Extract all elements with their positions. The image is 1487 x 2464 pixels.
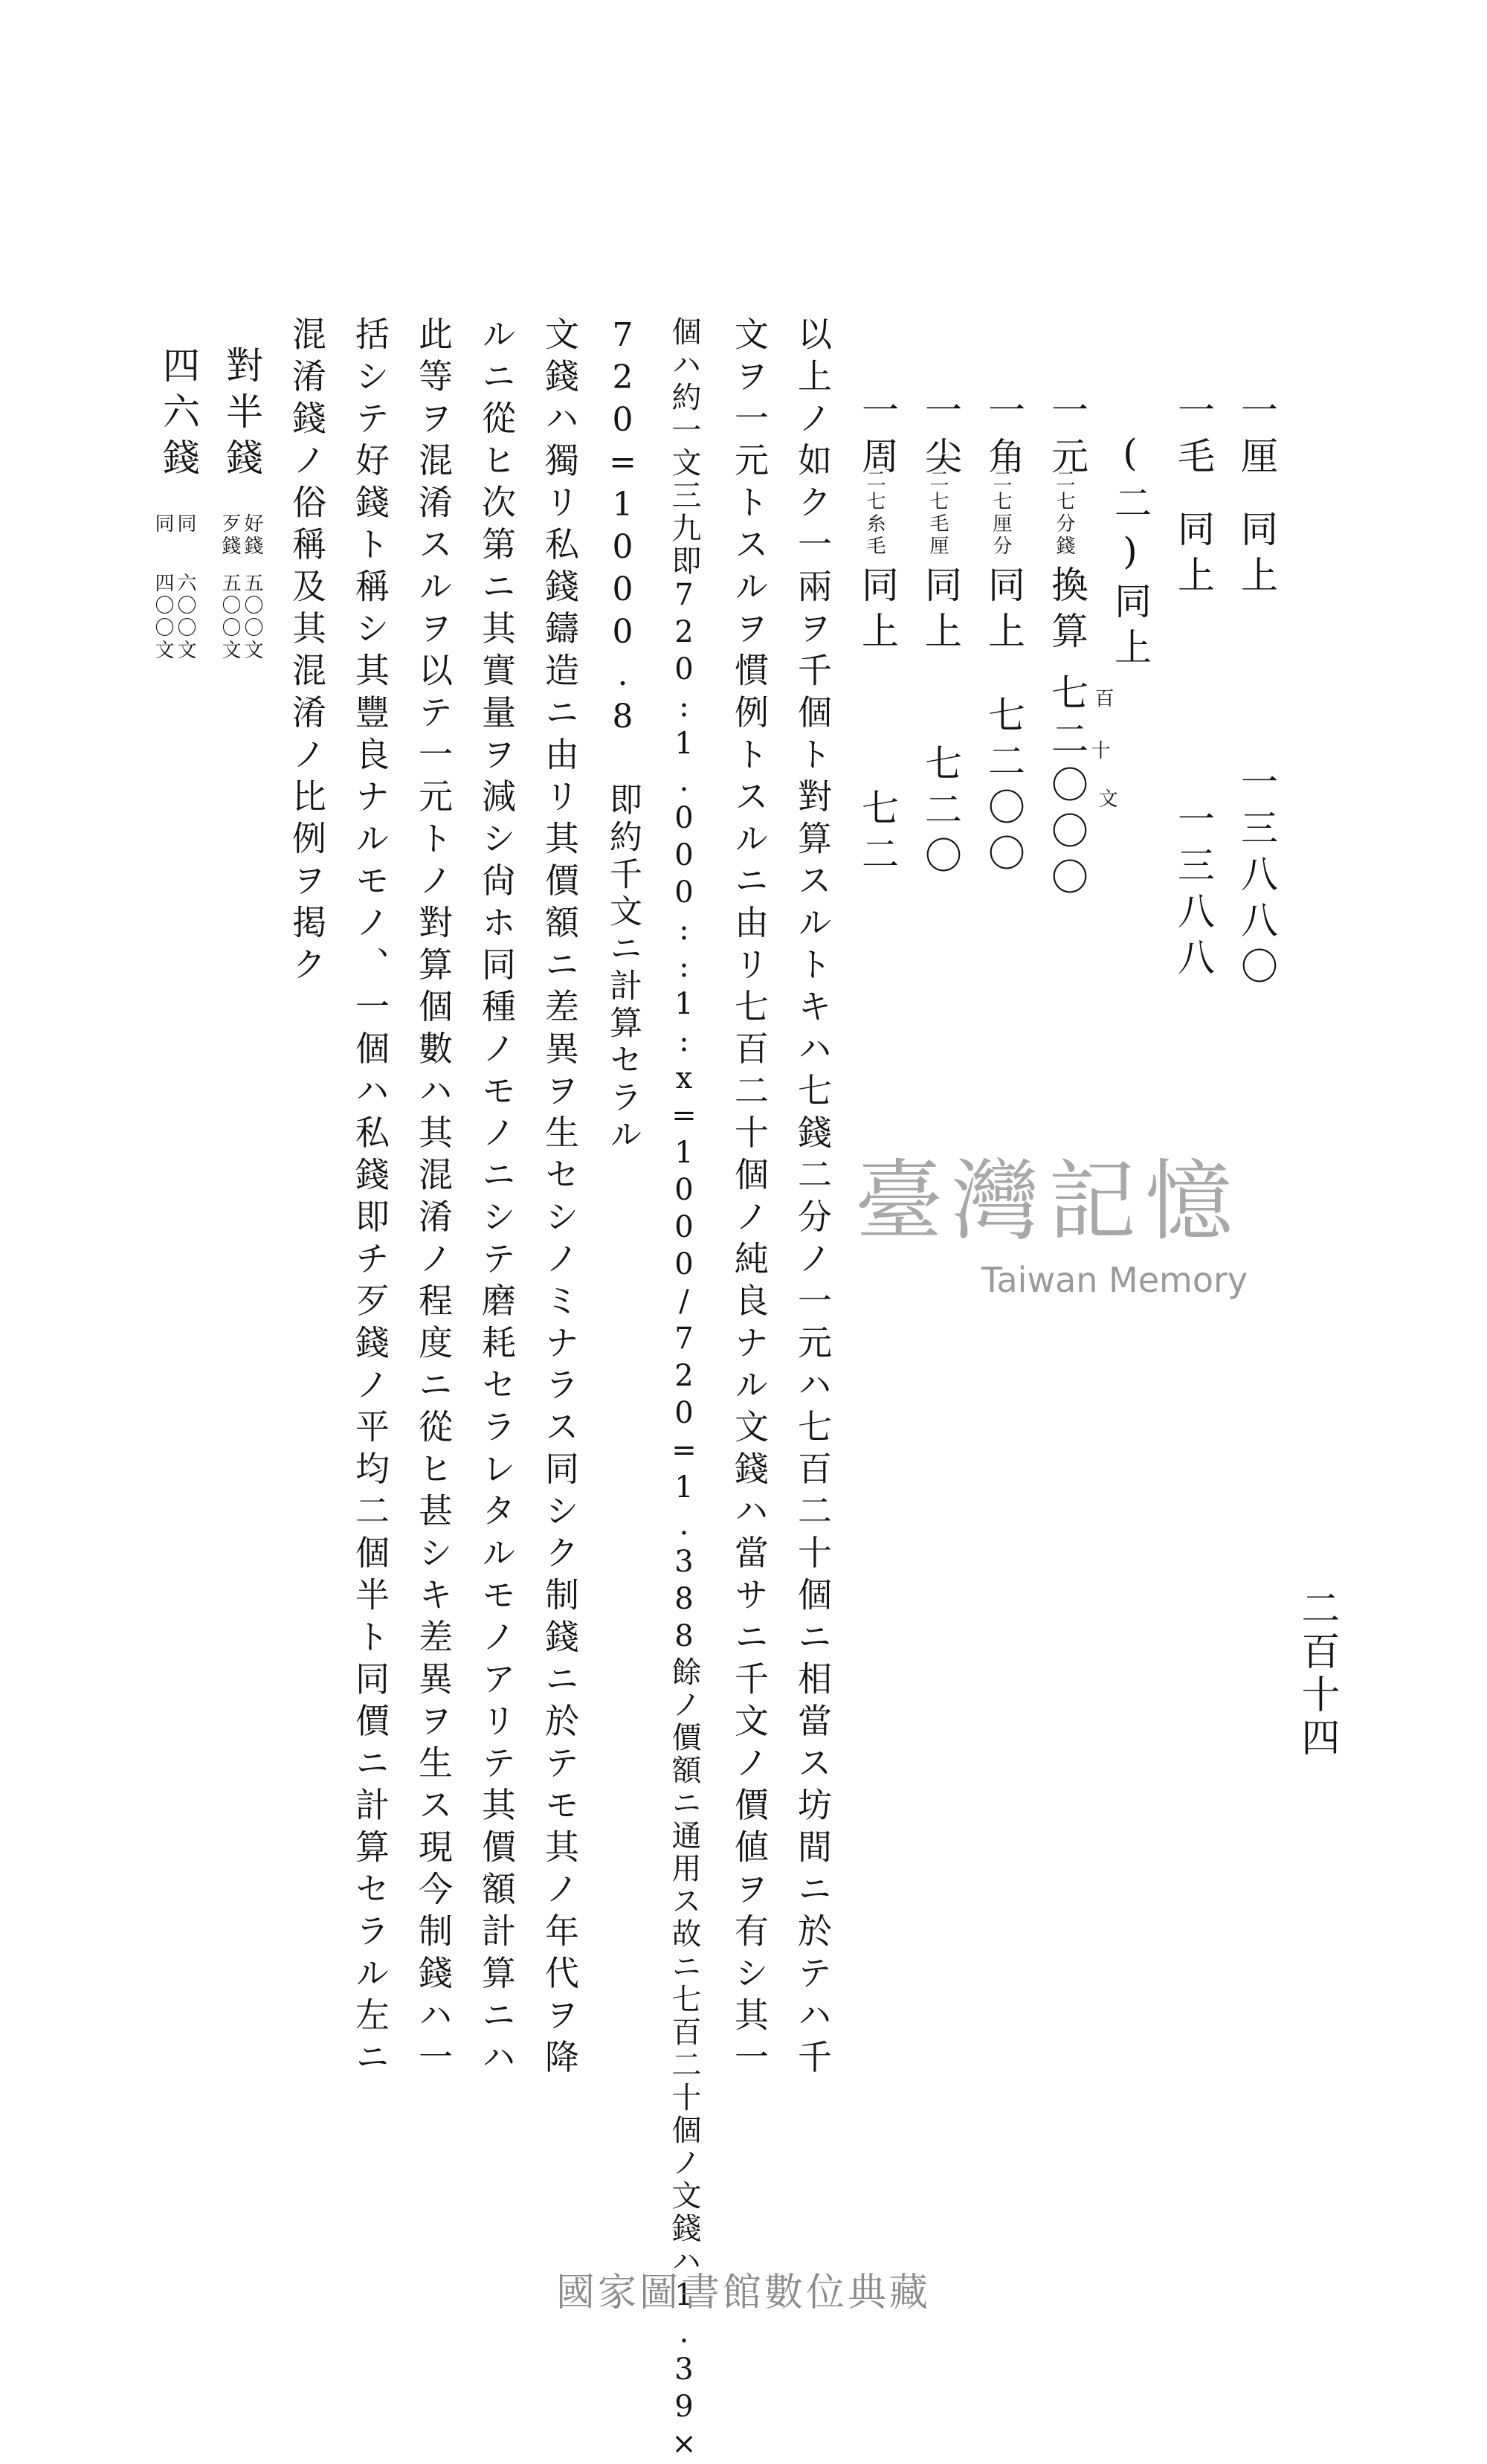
coin-name-2: 四六錢 — [157, 346, 200, 484]
coin2-ratio-top: 同 — [174, 513, 196, 535]
body-line-3: 個ハ約一文三九即720:1.000::1:x=1000/720=1.388餘ノ價額ニ通用ス故ニ七百二十個ノ文錢ハ1.39× — [667, 316, 701, 2464]
body-line-6: ルニ從ヒ次第ニ其實量ヲ減シ尙ホ同種ノモノニシテ磨耗セラレタルモノアリテ其價額計算ニハ — [477, 316, 517, 2081]
table1-row1-item: 一厘 — [1235, 390, 1278, 483]
table1-row1-note: 同上 — [1235, 509, 1278, 602]
table1-row2-note: 同上 — [1172, 509, 1215, 602]
coin1-amount-bottom: 五〇〇文 — [219, 573, 241, 662]
table2-row3-sub: 二七毛厘 — [926, 469, 949, 558]
body-line-5: 文錢ハ獨リ私錢鑄造ニ由リ其價額ニ差異ヲ生セシノミナラス同シク制錢ニ於テモ其ノ年代ヲ降 — [540, 316, 580, 2081]
coin1-ratio-bottom: 歹錢 — [219, 513, 241, 558]
table1-row2-item: 一毛 — [1172, 390, 1215, 483]
watermark-chinese: 臺灣記憶 — [855, 1150, 1242, 1252]
table2-row2-sub: 二七厘分 — [990, 469, 1012, 558]
table1-row2-value: 一三八八 — [1172, 800, 1215, 984]
table2-row1-sub: 二七分錢 — [1053, 469, 1075, 558]
table2-row1-unit-wen: 文 — [1095, 788, 1117, 811]
coin2-ratio-bottom: 同 — [152, 513, 174, 535]
table2-row2-value: 七二〇〇 — [982, 695, 1025, 880]
coin1-ratio-top: 好錢 — [241, 513, 263, 558]
table2-row3-note: 同上 — [919, 565, 962, 657]
coin2-amount-bottom: 四〇〇文 — [152, 573, 174, 662]
table2-row2-note: 同上 — [982, 565, 1025, 657]
watermark-english: Taiwan Memory — [981, 1260, 1248, 1300]
table2-row1-unit-ten: 十 — [1088, 740, 1110, 762]
table2-row2-item: 一角 — [982, 390, 1025, 483]
table2-row1-item: 一元 — [1045, 390, 1088, 483]
body-line-7: 此等ヲ混淆スルヲ以テ一元トノ對算個數ハ其混淆ノ程度ニ從ヒ甚シキ差異ヲ生ス現今制錢ハ一 — [413, 316, 454, 2081]
table2-row3-value: 七二〇 — [919, 744, 962, 882]
body-line-9: 混淆錢ノ俗稱及其混淆ノ比例ヲ掲ク — [287, 316, 327, 988]
coin-name-1: 對半錢 — [220, 346, 263, 484]
table2-row4-sub: 二七糸毛 — [863, 469, 886, 558]
table2-row3-item: 一尖 — [919, 390, 962, 483]
footer-credit: 國家圖書館數位典藏 — [555, 2271, 931, 2315]
coin2-amount-top: 六〇〇文 — [174, 573, 196, 662]
page-number: 二百十四 — [1294, 1588, 1339, 1760]
body-line-1: 以上ノ如ク一兩ヲ千個ト對算スルトキハ七錢二分ノ一元ハ七百二十個ニ相當ス坊間ニ於テハ千 — [793, 316, 833, 2081]
table2-row1-unit-hundred: 百 — [1091, 688, 1114, 710]
coin1-amount-top: 五〇〇文 — [241, 573, 263, 662]
table2-row4-value: 七二 — [856, 788, 899, 881]
table2-row1-value: 七二〇〇〇 — [1045, 673, 1088, 904]
body-line-4: 720=1000.8 即約千文ニ計算セラル — [604, 316, 642, 1154]
table2-header: (二)同上 — [1109, 431, 1152, 674]
table2-row4-item: 一周 — [856, 390, 899, 483]
table2-row1-note: 換算 — [1045, 565, 1088, 657]
taiwan-memory-watermark — [855, 1130, 1301, 1300]
table1-row1-value: 一三八八〇 — [1235, 762, 1278, 993]
table2-row4-note: 同上 — [856, 565, 899, 657]
body-line-8: 括シテ好錢ト稱シ其豐良ナルモノ、一個ハ私錢即チ歹錢ノ平均二個半ト同價ニ計算セラル左ニ — [350, 316, 390, 2081]
body-line-2: 文ヲ一元トスルヲ慣例トスルニ由リ七百二十個ノ純良ナル文錢ハ當サニ千文ノ價値ヲ有シ其一 — [729, 316, 770, 2081]
